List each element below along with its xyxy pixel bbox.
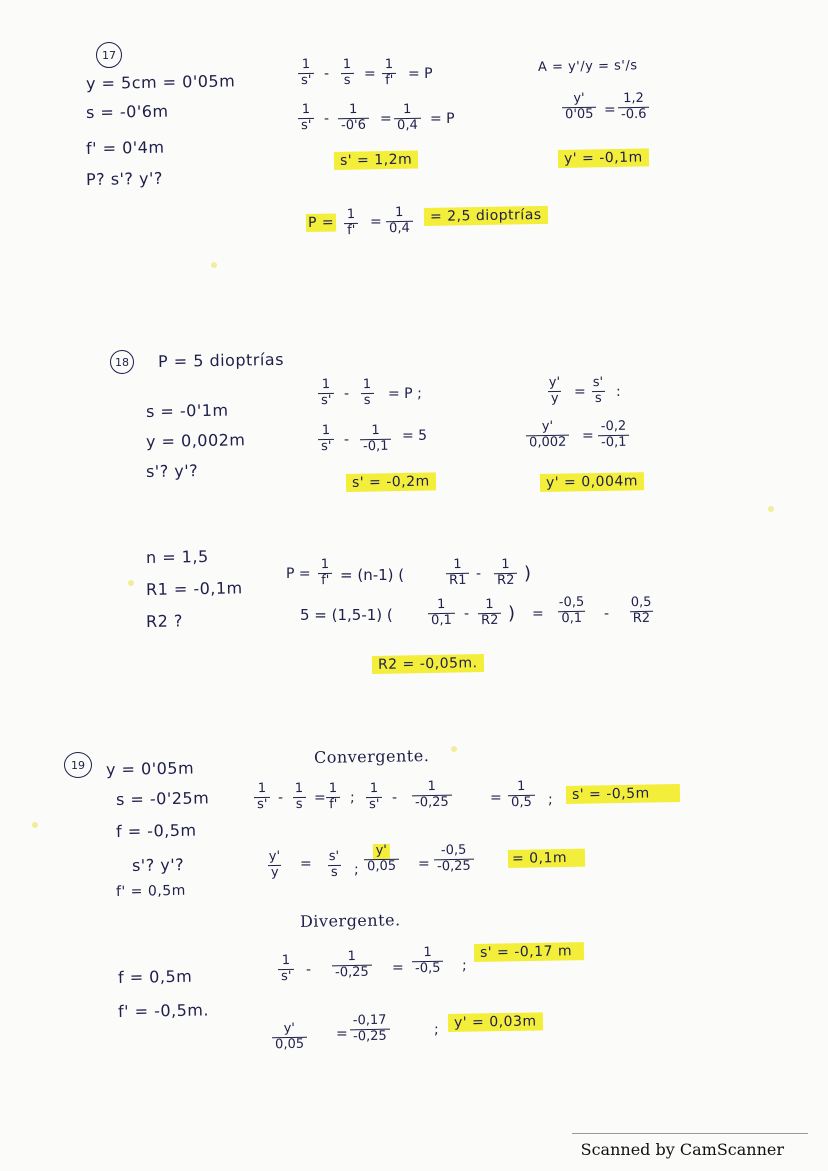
p18-mag-colon: : bbox=[616, 384, 621, 400]
p18-row2-minus: - bbox=[344, 432, 350, 448]
p17-frac-1-f-prime: $\frac{1}{f'}$ bbox=[382, 58, 397, 89]
p18-lensmaker-minus-2: - bbox=[604, 606, 610, 622]
p18-frac-y-prime-over-y: $\frac{y'}{y}$ bbox=[548, 374, 561, 407]
p17-mag-equals: = bbox=[604, 102, 616, 118]
p18-result-s-prime: s' = -0,2m bbox=[346, 472, 436, 492]
p19-div-mag-semicolon: ; bbox=[434, 1022, 439, 1038]
p17-frac-y-prime-over-y: $\frac{y'}{0'05}$ bbox=[562, 92, 597, 123]
p18-lensmaker-frac-r1: $\frac{1}{R1}$ bbox=[446, 558, 470, 589]
p17-minus: - bbox=[324, 66, 330, 82]
p19-div-frac-minus-0-5: $\frac{1}{-0,5}$ bbox=[412, 946, 444, 977]
problem-19-number: 19 bbox=[64, 752, 92, 778]
p19-div-semicolon: ; bbox=[462, 958, 467, 974]
p19-conv-frac-1-f-prime: $\frac{1}{f'}$ bbox=[326, 782, 341, 813]
p18-lensmaker-frac-r2: $\frac{1}{R2}$ bbox=[494, 558, 518, 589]
p18-mag-equals-2: = bbox=[582, 428, 594, 444]
p19-div-frac-1-s-prime: $\frac{1}{s'}$ bbox=[278, 954, 295, 985]
p17-equals-p: = P bbox=[408, 66, 433, 82]
p17-frac-row2-s: $\frac{1}{-0'6}$ bbox=[338, 103, 369, 134]
p17-given-s: s = -0'6m bbox=[85, 101, 169, 122]
p18-given-n: n = 1,5 bbox=[145, 546, 209, 567]
p19-conv-mag-equals: = bbox=[300, 856, 312, 872]
p17-row2-equals: = bbox=[380, 111, 392, 127]
p19-conv-frac-0-5: $\frac{1}{0,5}$ bbox=[508, 780, 535, 811]
p18-lensmaker-equals: = bbox=[532, 606, 544, 622]
p17-row2-minus: - bbox=[324, 111, 330, 127]
p18-lensmaker-close: ) bbox=[524, 563, 532, 584]
p19-conv-frac-y-prime-over-y: $\frac{y'}{y}$ bbox=[268, 848, 281, 881]
speck-4 bbox=[128, 580, 134, 586]
p18-lensmaker-frac-row2-r2: $\frac{1}{R2}$ bbox=[478, 598, 502, 629]
p19-div-given-f-prime: f' = -0,5m. bbox=[117, 1000, 210, 1021]
p19-conv-frac-row2-s-prime: $\frac{1}{s'}$ bbox=[366, 782, 383, 813]
p18-lensmaker-minus: - bbox=[476, 566, 482, 582]
p19-conv-frac-s-prime-over-s: $\frac{s'}{s}$ bbox=[328, 848, 340, 880]
p19-conv-frac-minus-0-5-over-minus-0-25: $\frac{-0,5}{-0,25}$ bbox=[434, 844, 474, 876]
speck-3 bbox=[32, 822, 38, 828]
p19-div-equals: = bbox=[392, 960, 404, 976]
p17-power-frac-f-prime: $\frac{1}{f'}$ bbox=[344, 208, 359, 239]
p19-conv-result-s-prime: s' = -0,5m bbox=[566, 784, 680, 804]
p19-given-y: y = 0'05m bbox=[105, 758, 195, 779]
p18-equals-5: = 5 bbox=[402, 428, 428, 444]
p18-mag-equals: = bbox=[574, 384, 586, 400]
p19-convergent-label: Convergente. bbox=[313, 745, 430, 767]
p17-power-equals: = bbox=[370, 214, 382, 230]
p19-div-frac-minus-0-25: $\frac{1}{-0,25}$ bbox=[332, 950, 372, 982]
p18-lensmaker-frac-0-5-over-r2: $\frac{0,5}{R2}$ bbox=[630, 594, 652, 627]
p19-div-minus: - bbox=[306, 962, 312, 978]
p17-magnification-formula: A = y'/y = s'/s bbox=[537, 58, 638, 75]
problem-18-number: 18 bbox=[110, 350, 134, 374]
p17-frac-1-s: $\frac{1}{s}$ bbox=[340, 58, 355, 89]
scanner-footer: Scanned by CamScanner bbox=[580, 1140, 784, 1159]
p18-frac-1-s: $\frac{1}{s}$ bbox=[360, 378, 375, 409]
p19-conv-mag-equals-2: = bbox=[418, 856, 430, 872]
p19-div-result-y-prime: y' = 0,03m bbox=[448, 1012, 543, 1032]
p19-conv-minus: - bbox=[278, 790, 284, 806]
footer-divider bbox=[572, 1133, 808, 1134]
p19-conv-semicolon: ; bbox=[350, 790, 355, 806]
p19-conv-frac-y-prime-over-0-05: $\frac{y'}{0,05}$ bbox=[364, 844, 399, 875]
p18-frac-minus-0-2-over-minus-0-1: $\frac{-0,2}{-0,1}$ bbox=[598, 420, 630, 451]
p18-lensmaker-n-minus-1: = (n-1) ( bbox=[340, 566, 405, 584]
p19-conv-minus-2: - bbox=[392, 790, 398, 806]
p19-conv-frac-1-s-prime: $\frac{1}{s'}$ bbox=[254, 782, 271, 813]
p18-lensmaker-frac-0-1: $\frac{1}{0,1}$ bbox=[428, 598, 455, 629]
p19-div-mag-equals: = bbox=[336, 1026, 348, 1042]
p19-div-frac-minus-0-17-over-minus-0-25: $\frac{-0,17}{-0,25}$ bbox=[350, 1014, 390, 1046]
p17-power-frac-0-4: $\frac{1}{0,4}$ bbox=[386, 206, 413, 237]
p17-unknowns: P? s'? y'? bbox=[85, 168, 164, 189]
p19-conv-equals: = bbox=[314, 790, 326, 806]
p18-equals-p: = P ; bbox=[388, 386, 422, 402]
p19-unknowns: s'? y'? bbox=[131, 855, 185, 875]
problem-17-number: 17 bbox=[96, 42, 122, 68]
p18-frac-y-prime-over-0-002: $\frac{y'}{0,002}$ bbox=[526, 420, 570, 452]
p18-lensmaker-row2-minus: - bbox=[464, 606, 470, 622]
p18-lensmaker-frac-f-prime: $\frac{1}{f'}$ bbox=[318, 558, 333, 589]
p17-frac-row2-s-prime: $\frac{1}{s'}$ bbox=[298, 103, 315, 134]
p17-result-s-prime: s' = 1,2m bbox=[334, 151, 418, 170]
p18-given-r2: R2 ? bbox=[145, 611, 184, 631]
p17-row2-equals-p: = P bbox=[430, 111, 455, 127]
p18-lensmaker-row2: 5 = (1,5-1) ( bbox=[300, 606, 393, 624]
speck-2 bbox=[451, 746, 457, 752]
p18-frac-row2-minus-0-1: $\frac{1}{-0,1}$ bbox=[360, 424, 392, 455]
p17-power-label: P = bbox=[306, 213, 336, 232]
p18-header-power: P = 5 dioptrías bbox=[157, 349, 285, 371]
p19-conv-semicolon-2: ; bbox=[548, 792, 553, 808]
p18-lensmaker-frac-minus-0-5: $\frac{-0,5}{0,1}$ bbox=[558, 594, 585, 627]
speck-5 bbox=[768, 506, 774, 512]
p19-conv-result-y-prime: = 0,1m bbox=[508, 849, 585, 868]
p17-given-y: y = 5cm = 0'05m bbox=[85, 71, 236, 93]
p19-div-result-s-prime: s' = -0,17 m bbox=[474, 942, 584, 962]
p19-conv-mag-semicolon: ; bbox=[354, 862, 359, 878]
p17-frac-1-s-prime: $\frac{1}{s'}$ bbox=[298, 58, 315, 89]
p18-given-r1: R1 = -0,1m bbox=[145, 578, 243, 599]
p19-div-frac-y-prime-over-0-05: $\frac{y'}{0,05}$ bbox=[272, 1022, 307, 1053]
p18-given-s: s = -0'1m bbox=[145, 400, 229, 421]
p18-lensmaker-p: P = bbox=[286, 566, 311, 582]
p18-frac-row2-s-prime: $\frac{1}{s'}$ bbox=[318, 424, 335, 455]
p19-given-s: s = -0'25m bbox=[115, 788, 210, 809]
p18-frac-1-s-prime: $\frac{1}{s'}$ bbox=[318, 378, 335, 409]
p19-conv-frac-minus-0-25: $\frac{1}{-0,25}$ bbox=[412, 780, 452, 812]
p19-divergent-label: Divergente. bbox=[299, 910, 401, 931]
p19-conv-frac-1-s: $\frac{1}{s}$ bbox=[292, 782, 307, 813]
p17-power-result: = 2,5 dioptrías bbox=[424, 206, 548, 226]
p18-minus: - bbox=[344, 386, 350, 402]
p18-lensmaker-row2-close: ) bbox=[508, 603, 516, 624]
p19-given-f-prime: f' = 0,5m bbox=[115, 882, 186, 900]
speck-1 bbox=[211, 262, 217, 268]
p19-div-given-f: f = 0,5m bbox=[117, 966, 193, 987]
p18-given-y: y = 0,002m bbox=[145, 430, 246, 451]
p18-frac-s-prime-over-s: $\frac{s'}{s}$ bbox=[592, 374, 604, 406]
p17-frac-1-2-over-minus-0-6: $\frac{1,2}{-0.6}$ bbox=[618, 92, 650, 123]
p17-given-f: f' = 0'4m bbox=[85, 137, 165, 158]
p18-result-y-prime: y' = 0,004m bbox=[540, 472, 644, 492]
p17-result-y-prime: y' = -0,1m bbox=[558, 148, 649, 168]
p19-given-f: f = -0,5m bbox=[115, 820, 197, 841]
p19-conv-equals-2: = bbox=[490, 790, 502, 806]
p18-result-r2: R2 = -0,05m. bbox=[372, 654, 484, 674]
p18-unknowns: s'? y'? bbox=[145, 461, 199, 481]
p17-frac-row2-f: $\frac{1}{0,4}$ bbox=[394, 103, 421, 134]
p17-equals: = bbox=[364, 66, 376, 82]
